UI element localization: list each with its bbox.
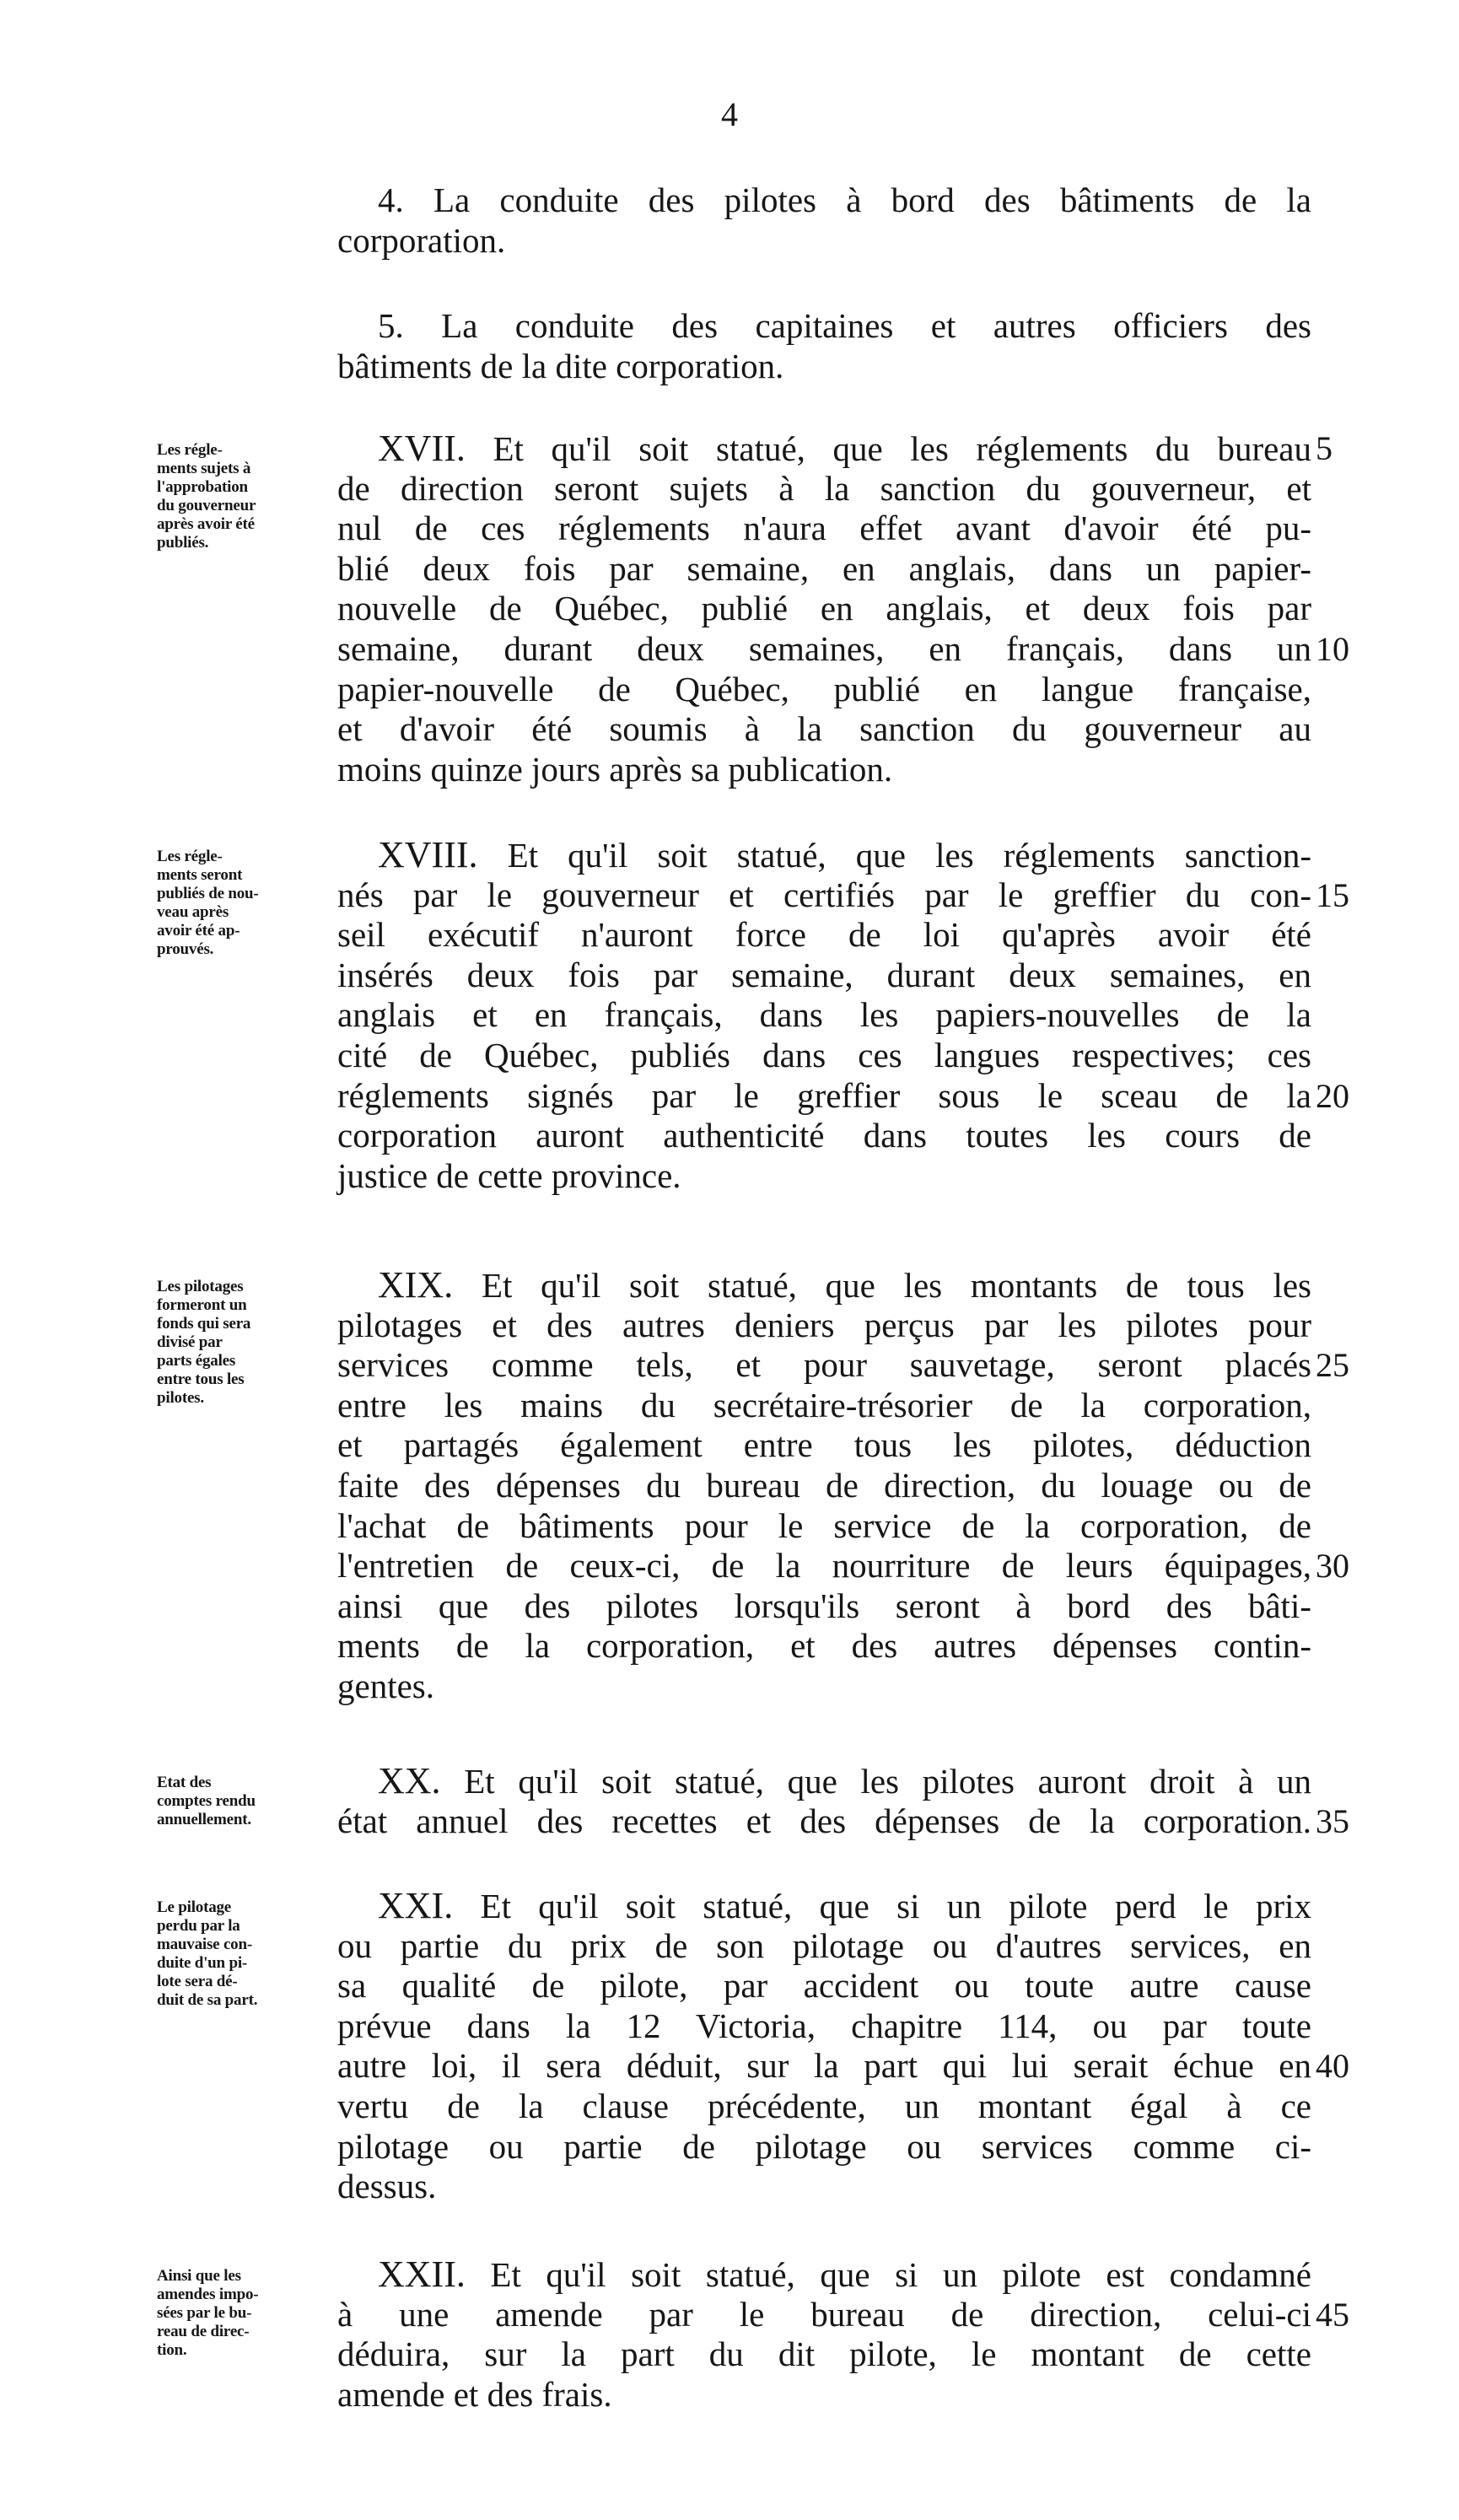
text-line: blié deux fois par semaine, en anglais, dans un papier- xyxy=(337,548,1311,588)
margin-note-line: du gouverneur xyxy=(157,497,256,514)
page-number: 4 xyxy=(721,95,738,133)
article-xxi xyxy=(337,1886,1311,2207)
text-line: 5. La conduite des capitaines et autres officiers des xyxy=(378,306,1311,345)
article-number: XXI. xyxy=(378,1885,454,1926)
text-line: et d'avoir été soumis à la sanction du gouverneur au xyxy=(337,709,1311,749)
text-line: corporation auront authenticité dans toutes les cours de xyxy=(337,1116,1311,1155)
text-line: faite des dépenses du bureau de direction, du louage ou de xyxy=(337,1465,1311,1505)
text-line: services comme tels, et pour sauvetage, seront placés xyxy=(337,1345,1311,1385)
intro-item-4 xyxy=(337,180,1311,261)
article-number: XXII. xyxy=(378,2253,466,2295)
text-line: ments de la corporation, et des autres dépenses contin- xyxy=(337,1626,1311,1666)
margin-note-xix xyxy=(157,1278,332,1408)
text-line: vertu de la clause précédente, un montant égal à ce xyxy=(337,2086,1311,2125)
text-line: papier-nouvelle de Québec, publié en langue française, xyxy=(337,669,1311,708)
text-line: autre loi, il sera déduit, sur la part qui lui serait échue en xyxy=(337,2046,1311,2086)
margin-note-xviii xyxy=(157,848,332,959)
margin-note-line: veau après xyxy=(157,903,229,921)
margin-note-line: annuellement. xyxy=(157,1811,251,1828)
text-line: anglais et en français, dans les papiers-nouvelles de la xyxy=(337,995,1311,1035)
intro-item-5 xyxy=(337,306,1311,386)
text-line: XVIII. Et qu'il soit statué, que les réglements sanction- xyxy=(378,834,1311,875)
text-line: nul de ces réglements n'aura effet avant d'avoir été pu- xyxy=(337,509,1311,548)
text-line: et partagés également entre tous les pilotes, déduction xyxy=(337,1425,1311,1465)
margin-note-line: lote sera dé- xyxy=(157,1973,238,1990)
line-number: 20 xyxy=(1316,1077,1349,1115)
line-number: 35 xyxy=(1316,1802,1349,1840)
text-line: dessus. xyxy=(337,2167,437,2206)
text-line: cité de Québec, publiés dans ces langues respectives; ces xyxy=(337,1035,1311,1074)
text-line: justice de cette province. xyxy=(337,1155,681,1195)
margin-note-line: duite d'un pi- xyxy=(157,1954,248,1972)
article-number: XVIII. xyxy=(378,834,478,875)
margin-note-line: formeront un xyxy=(157,1296,247,1314)
article-number: XX. xyxy=(378,1760,441,1801)
margin-note-line: entre tous les xyxy=(157,1370,245,1388)
margin-note-line: perdu par la xyxy=(157,1917,240,1935)
margin-note-line: publiés. xyxy=(157,534,209,552)
margin-note-line: duit de sa part. xyxy=(157,1991,258,2009)
margin-note-line: Etat des xyxy=(157,1774,212,1791)
margin-note-line: prouvés. xyxy=(157,940,214,958)
margin-note-xxi xyxy=(157,1898,332,2010)
text-line: pilotage ou partie de pilotage ou services comme ci- xyxy=(337,2126,1311,2166)
text-line: corporation. xyxy=(337,220,506,260)
margin-note-line: amendes impo- xyxy=(157,2286,259,2303)
text-line: de direction seront sujets à la sanction du gouverneur, et xyxy=(337,468,1311,508)
text-line: sa qualité de pilote, par accident ou toute autre cause xyxy=(337,1966,1311,2006)
margin-note-line: publiés de nou- xyxy=(157,885,259,902)
text-line: XIX. Et qu'il soit statué, que les montants de tous les xyxy=(378,1264,1311,1306)
text-line: nouvelle de Québec, publié en anglais, et deux fois par xyxy=(337,589,1311,628)
article-xxii xyxy=(337,2254,1311,2415)
article-number: XIX. xyxy=(378,1264,454,1306)
margin-note-line: reau de direc- xyxy=(157,2323,250,2340)
text-line: l'achat de bâtiments pour le service de la corporation, de xyxy=(337,1505,1311,1545)
text-line: XXI. Et qu'il soit statué, que si un pilote perd le prix xyxy=(378,1885,1311,1926)
text-line: entre les mains du secrétaire-trésorier de la corporation, xyxy=(337,1385,1311,1424)
article-xix xyxy=(337,1265,1311,1707)
text-line: moins quinze jours après sa publication. xyxy=(337,749,893,789)
text-line: nés par le gouverneur et certifiés par le greffier du con- xyxy=(337,875,1311,914)
text-line: bâtiments de la dite corporation. xyxy=(337,346,784,385)
article-xvii xyxy=(337,428,1311,789)
margin-note-line: avoir été ap- xyxy=(157,922,240,940)
margin-note-line: fonds qui sera xyxy=(157,1315,251,1333)
line-number: 25 xyxy=(1316,1346,1349,1384)
margin-note-line: après avoir été xyxy=(157,515,255,533)
text-line: ou partie du prix de son pilotage ou d'autres services, en xyxy=(337,1925,1311,1965)
line-number: 30 xyxy=(1316,1547,1349,1585)
line-number: 15 xyxy=(1316,876,1349,914)
margin-note-line: Les régle- xyxy=(157,441,223,459)
line-number: 45 xyxy=(1316,2296,1349,2334)
text-line: état annuel des recettes et des dépenses de la corporation. xyxy=(337,1801,1311,1840)
text-line: prévue dans la 12 Victoria, chapitre 114, ou par toute xyxy=(337,2006,1311,2045)
text-line: XVII. Et qu'il soit statué, que les réglements du bureau xyxy=(378,428,1311,469)
text-line: amende et des frais. xyxy=(337,2374,612,2414)
line-number: 5 xyxy=(1316,429,1332,467)
text-line: pilotages et des autres deniers perçus par les pilotes pour xyxy=(337,1305,1311,1344)
margin-note-xxii xyxy=(157,2267,332,2360)
text-line: l'entretien de ceux-ci, de la nourriture de leurs équipages, xyxy=(337,1546,1311,1586)
text-line: XX. Et qu'il soit statué, que les pilotes auront droit à un xyxy=(378,1760,1311,1801)
text-line: à une amende par le bureau de direction, celui-ci xyxy=(337,2294,1311,2334)
margin-note-line: Les régle- xyxy=(157,848,223,865)
text-line: gentes. xyxy=(337,1666,434,1705)
margin-note-line: ments sujets à xyxy=(157,460,251,477)
article-xx xyxy=(337,1761,1311,1841)
margin-note-line: parts égales xyxy=(157,1352,236,1370)
text-line: déduira, sur la part du dit pilote, le montant de cette xyxy=(337,2334,1311,2374)
line-number: 10 xyxy=(1316,630,1349,668)
text-line: insérés deux fois par semaine, durant deux semaines, en xyxy=(337,955,1311,994)
article-xviii xyxy=(337,835,1311,1196)
margin-note-line: Les pilotages xyxy=(157,1278,244,1295)
margin-note-line: comptes rendu xyxy=(157,1792,256,1810)
text-line: XXII. Et qu'il soit statué, que si un pilote est condamné xyxy=(378,2253,1311,2295)
margin-note-line: Ainsi que les xyxy=(157,2267,241,2285)
margin-note-line: tion. xyxy=(157,2341,187,2359)
article-number: XVII. xyxy=(378,428,466,469)
text-line: 4. La conduite des pilotes à bord des bâtiments de la xyxy=(378,180,1311,219)
margin-note-line: mauvaise con- xyxy=(157,1936,252,1953)
margin-note-xvii xyxy=(157,441,332,552)
margin-note-line: Le pilotage xyxy=(157,1898,232,1916)
margin-note-line: divisé par xyxy=(157,1333,223,1351)
text-line: seil exécutif n'auront force de loi qu'après avoir été xyxy=(337,915,1311,955)
text-line: semaine, durant deux semaines, en français, dans un xyxy=(337,628,1311,668)
margin-note-line: ments seront xyxy=(157,866,243,884)
line-number: 40 xyxy=(1316,2047,1349,2085)
margin-note-line: pilotes. xyxy=(157,1389,204,1407)
text-line: ainsi que des pilotes lorsqu'ils seront à bord des bâti- xyxy=(337,1586,1311,1625)
margin-note-xx xyxy=(157,1774,332,1829)
margin-note-line: sées par le bu- xyxy=(157,2304,252,2322)
text-line: réglements signés par le greffier sous le sceau de la xyxy=(337,1075,1311,1115)
margin-note-line: l'approbation xyxy=(157,478,248,496)
